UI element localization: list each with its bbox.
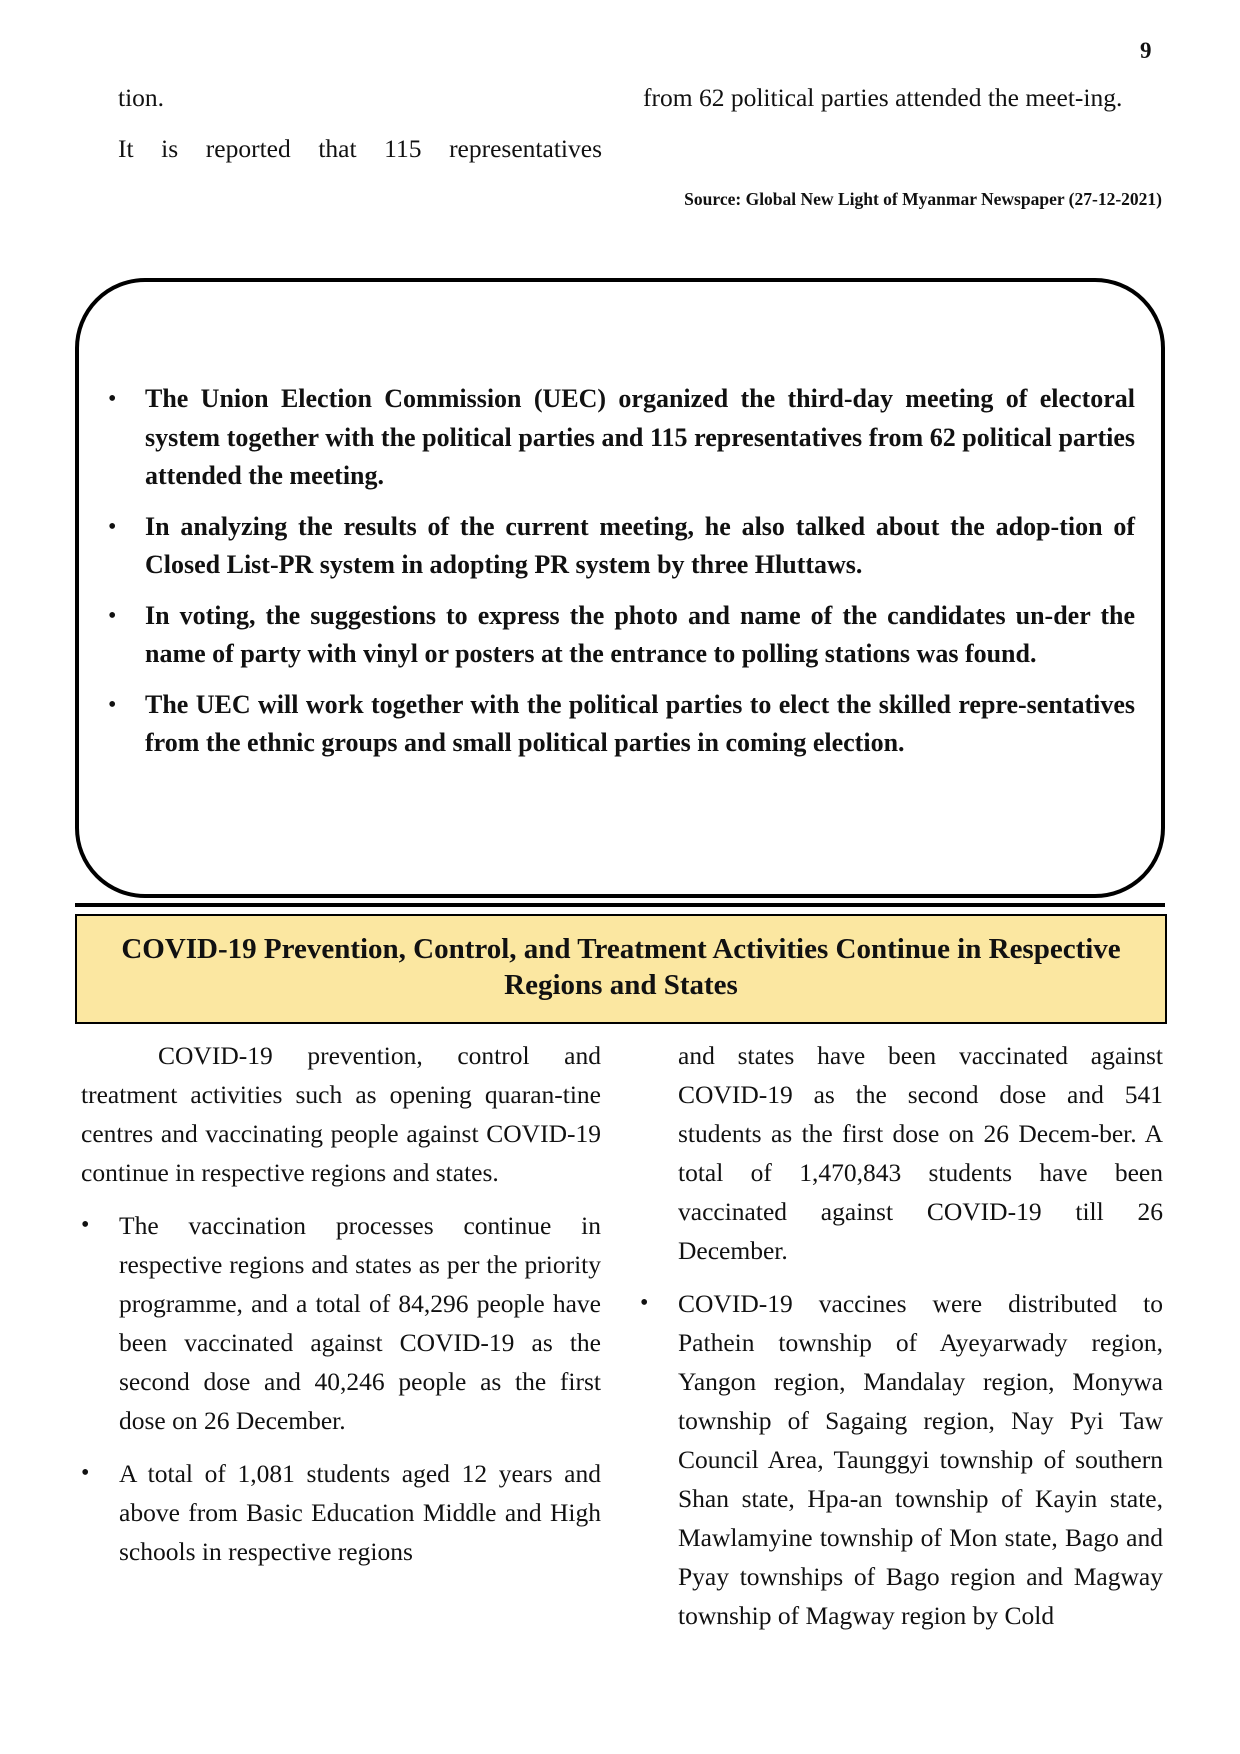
top-right-column [643, 78, 1163, 117]
report-continuation: from 62 political parties attended the meet-ing. [643, 83, 1123, 112]
summary-item: • The UEC will work together with the political parties to elect the skilled repre-sentatives from the ethnic groups and small political parties in coming election. [145, 686, 1135, 763]
headline-banner [75, 914, 1167, 1024]
article-bullet: • COVID-19 vaccines were distributed to Pathein township of Ayeyarwady region, Yangon region, Mandalay region, Monywa township of Sagaing region, Nay Pyi Taw Council Area, Taunggyi township of southern Shan state, Hpa-an township of Kayin state, Mawlamyine township of Mon state, Bago and Pyay townships of Bago region and Magway township of Magway region by Cold [678, 1284, 1163, 1635]
summary-item: • In voting, the suggestions to express the photo and name of the candidates un-der the name of party with vinyl or posters at the entrance to polling stations was found. [145, 597, 1135, 674]
summary-list [145, 380, 1135, 775]
summary-item: • The Union Election Commission (UEC) organized the third-day meeting of electoral system together with the political parties and 115 representatives from 62 political parties attended the meeting. [145, 380, 1135, 496]
article-bullet: • The vaccination processes continue in respective regions and states as per the priority programme, and a total of 84,296 people have been vaccinated against COVID-19 as the second dose and 40,246 people as the first dose on 26 December. [81, 1206, 601, 1440]
article-continuation: and states have been vaccinated against COVID-19 as the second dose and 541 students as the first dose on 26 Decem-ber. A total of 1,470,843 students have been vaccinated against COVID-19 till 26 December. [678, 1041, 1163, 1265]
summary-item: • In analyzing the results of the current meeting, he also talked about the adop-tion of Closed List-PR system in adopting PR system by three Hluttaws. [145, 508, 1135, 585]
article-bullets-right [678, 1284, 1163, 1635]
section-divider [75, 903, 1165, 907]
top-left-column [118, 78, 602, 168]
article-right-column [678, 1036, 1163, 1635]
article-intro: COVID-19 prevention, control and treatment activities such as opening quaran-tine centres and vaccinating people against COVID-19 continue in respective regions and states. [81, 1041, 601, 1187]
continued-text-line: tion. [118, 83, 165, 112]
article-left-column [81, 1036, 601, 1571]
report-paragraph: It is reported that 115 representatives [118, 134, 602, 163]
page-number: 9 [1140, 38, 1152, 63]
article-bullets-left [81, 1206, 601, 1571]
article-bullet: • A total of 1,081 students aged 12 years and above from Basic Education Middle and High schools in respective regions [81, 1454, 601, 1571]
source-citation: Source: Global New Light of Myanmar Newspaper (27-12-2021) [684, 189, 1162, 209]
article-headline: COVID-19 Prevention, Control, and Treatment Activities Continue in Respective Regions and States [121, 933, 1121, 1001]
